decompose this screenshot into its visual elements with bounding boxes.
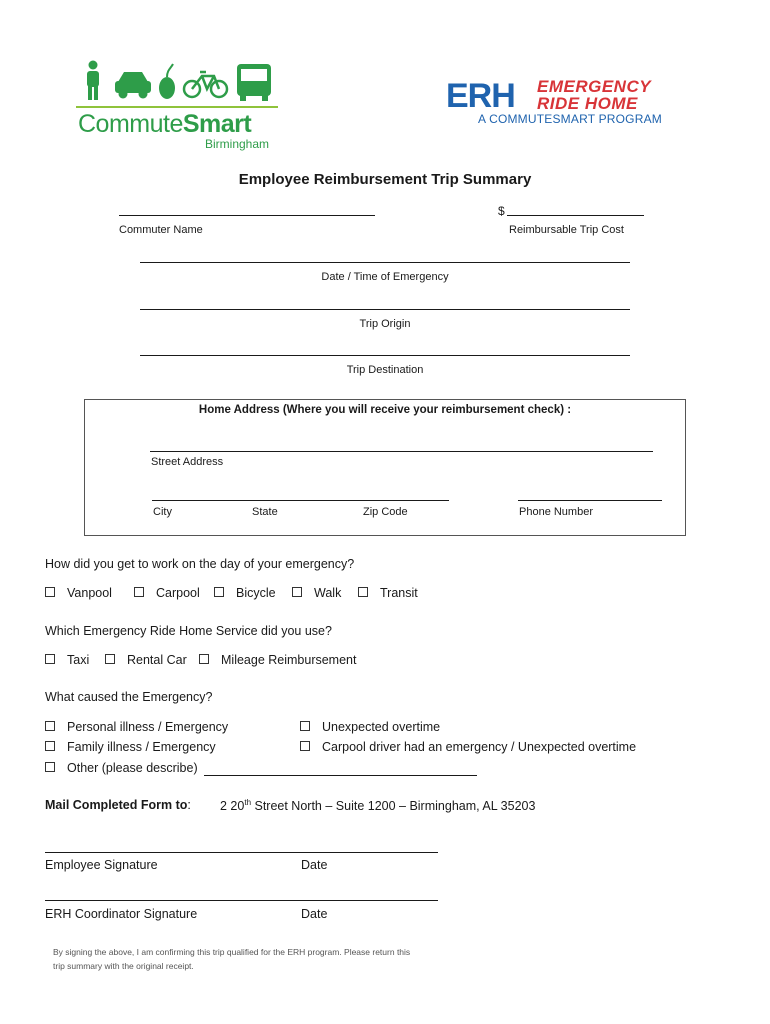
checkbox[interactable] bbox=[292, 587, 302, 597]
trip-cost-field[interactable] bbox=[507, 215, 644, 216]
employee-date-label: Date bbox=[301, 858, 328, 872]
commuter-name-field[interactable] bbox=[119, 215, 375, 216]
bicycle-icon bbox=[184, 72, 227, 97]
option-unexpected-overtime[interactable]: Unexpected overtime bbox=[300, 720, 440, 734]
checkbox[interactable] bbox=[45, 762, 55, 772]
other-describe-field[interactable] bbox=[204, 775, 477, 776]
footnote-line-1: By signing the above, I am confirming this trip qualified for the ERH program. Please return this bbox=[53, 947, 411, 957]
checkbox[interactable] bbox=[45, 721, 55, 731]
option-family-illness[interactable]: Family illness / Emergency bbox=[45, 740, 216, 754]
footnote-line-2: trip summary with the original receipt. bbox=[53, 961, 194, 971]
option-walk[interactable]: Walk bbox=[292, 586, 341, 600]
option-rental-car[interactable]: Rental Car bbox=[105, 653, 187, 667]
commutesmart-logo-text: CommuteSmart bbox=[78, 110, 252, 138]
cost-dollar-sign: $ bbox=[498, 204, 505, 218]
mailing-address: 2 20th Street North – Suite 1200 – Birmingham, AL 35203 bbox=[220, 798, 536, 814]
checkbox[interactable] bbox=[45, 654, 55, 664]
checkbox[interactable] bbox=[300, 741, 310, 751]
street-address-field[interactable] bbox=[150, 451, 653, 452]
employee-signature-field[interactable] bbox=[45, 852, 438, 853]
phone-number-field[interactable] bbox=[518, 500, 662, 501]
option-personal-illness[interactable]: Personal illness / Emergency bbox=[45, 720, 228, 734]
coordinator-date-label: Date bbox=[301, 907, 328, 921]
commutesmart-city: Birmingham bbox=[205, 137, 270, 151]
option-bicycle[interactable]: Bicycle bbox=[214, 586, 276, 600]
checkbox[interactable] bbox=[45, 741, 55, 751]
erh-logo-letters: ERH bbox=[446, 77, 515, 115]
checkbox[interactable] bbox=[199, 654, 209, 664]
commuter-name-label: Commuter Name bbox=[119, 224, 203, 236]
option-taxi[interactable]: Taxi bbox=[45, 653, 89, 667]
erh-logo-line1: EMERGENCY bbox=[537, 77, 652, 96]
service-question: Which Emergency Ride Home Service did you use? bbox=[45, 624, 332, 638]
form-title: Employee Reimbursement Trip Summary bbox=[238, 171, 532, 188]
option-transit[interactable]: Transit bbox=[358, 586, 418, 600]
city-label: City bbox=[153, 506, 172, 518]
mail-form-label: Mail Completed Form to: bbox=[45, 798, 191, 812]
bus-icon bbox=[237, 64, 271, 101]
checkbox[interactable] bbox=[300, 721, 310, 731]
checkbox[interactable] bbox=[45, 587, 55, 597]
zip-code-label: Zip Code bbox=[363, 506, 408, 518]
erh-logo-line2: RIDE HOME bbox=[537, 94, 638, 113]
phone-number-label: Phone Number bbox=[519, 506, 593, 518]
car-icon bbox=[115, 72, 151, 99]
option-mileage-reimbursement[interactable]: Mileage Reimbursement bbox=[199, 653, 356, 667]
coordinator-signature-label: ERH Coordinator Signature bbox=[45, 907, 198, 921]
option-other[interactable]: Other (please describe) bbox=[45, 761, 198, 775]
trip-cost-label: Reimbursable Trip Cost bbox=[509, 224, 624, 236]
option-vanpool[interactable]: Vanpool bbox=[45, 586, 112, 600]
option-carpool-driver-emergency[interactable]: Carpool driver had an emergency / Unexpected overtime bbox=[300, 740, 636, 754]
trip-origin-label: Trip Origin bbox=[359, 318, 411, 330]
employee-signature-label: Employee Signature bbox=[45, 858, 158, 872]
date-time-field[interactable] bbox=[140, 262, 630, 263]
commutesmart-divider bbox=[76, 106, 278, 108]
mouse-icon bbox=[159, 64, 175, 99]
street-address-label: Street Address bbox=[151, 456, 224, 468]
coordinator-signature-field[interactable] bbox=[45, 900, 438, 901]
trip-destination-field[interactable] bbox=[140, 355, 630, 356]
checkbox[interactable] bbox=[105, 654, 115, 664]
emergency-cause-question: What caused the Emergency? bbox=[45, 690, 213, 704]
checkbox[interactable] bbox=[134, 587, 144, 597]
commute-mode-question: How did you get to work on the day of your emergency? bbox=[45, 557, 355, 571]
date-time-label: Date / Time of Emergency bbox=[321, 271, 449, 283]
option-carpool[interactable]: Carpool bbox=[134, 586, 200, 600]
person-icon bbox=[87, 61, 99, 101]
trip-origin-field[interactable] bbox=[140, 309, 630, 310]
commutesmart-icons bbox=[80, 60, 276, 102]
trip-destination-label: Trip Destination bbox=[346, 364, 424, 376]
checkbox[interactable] bbox=[358, 587, 368, 597]
erh-logo-subtitle: A COMMUTESMART PROGRAM bbox=[478, 112, 662, 126]
city-state-zip-field[interactable] bbox=[152, 500, 449, 501]
checkbox[interactable] bbox=[214, 587, 224, 597]
home-address-title: Home Address (Where you will receive your reimbursement check) : bbox=[198, 404, 572, 416]
state-label: State bbox=[252, 506, 278, 518]
